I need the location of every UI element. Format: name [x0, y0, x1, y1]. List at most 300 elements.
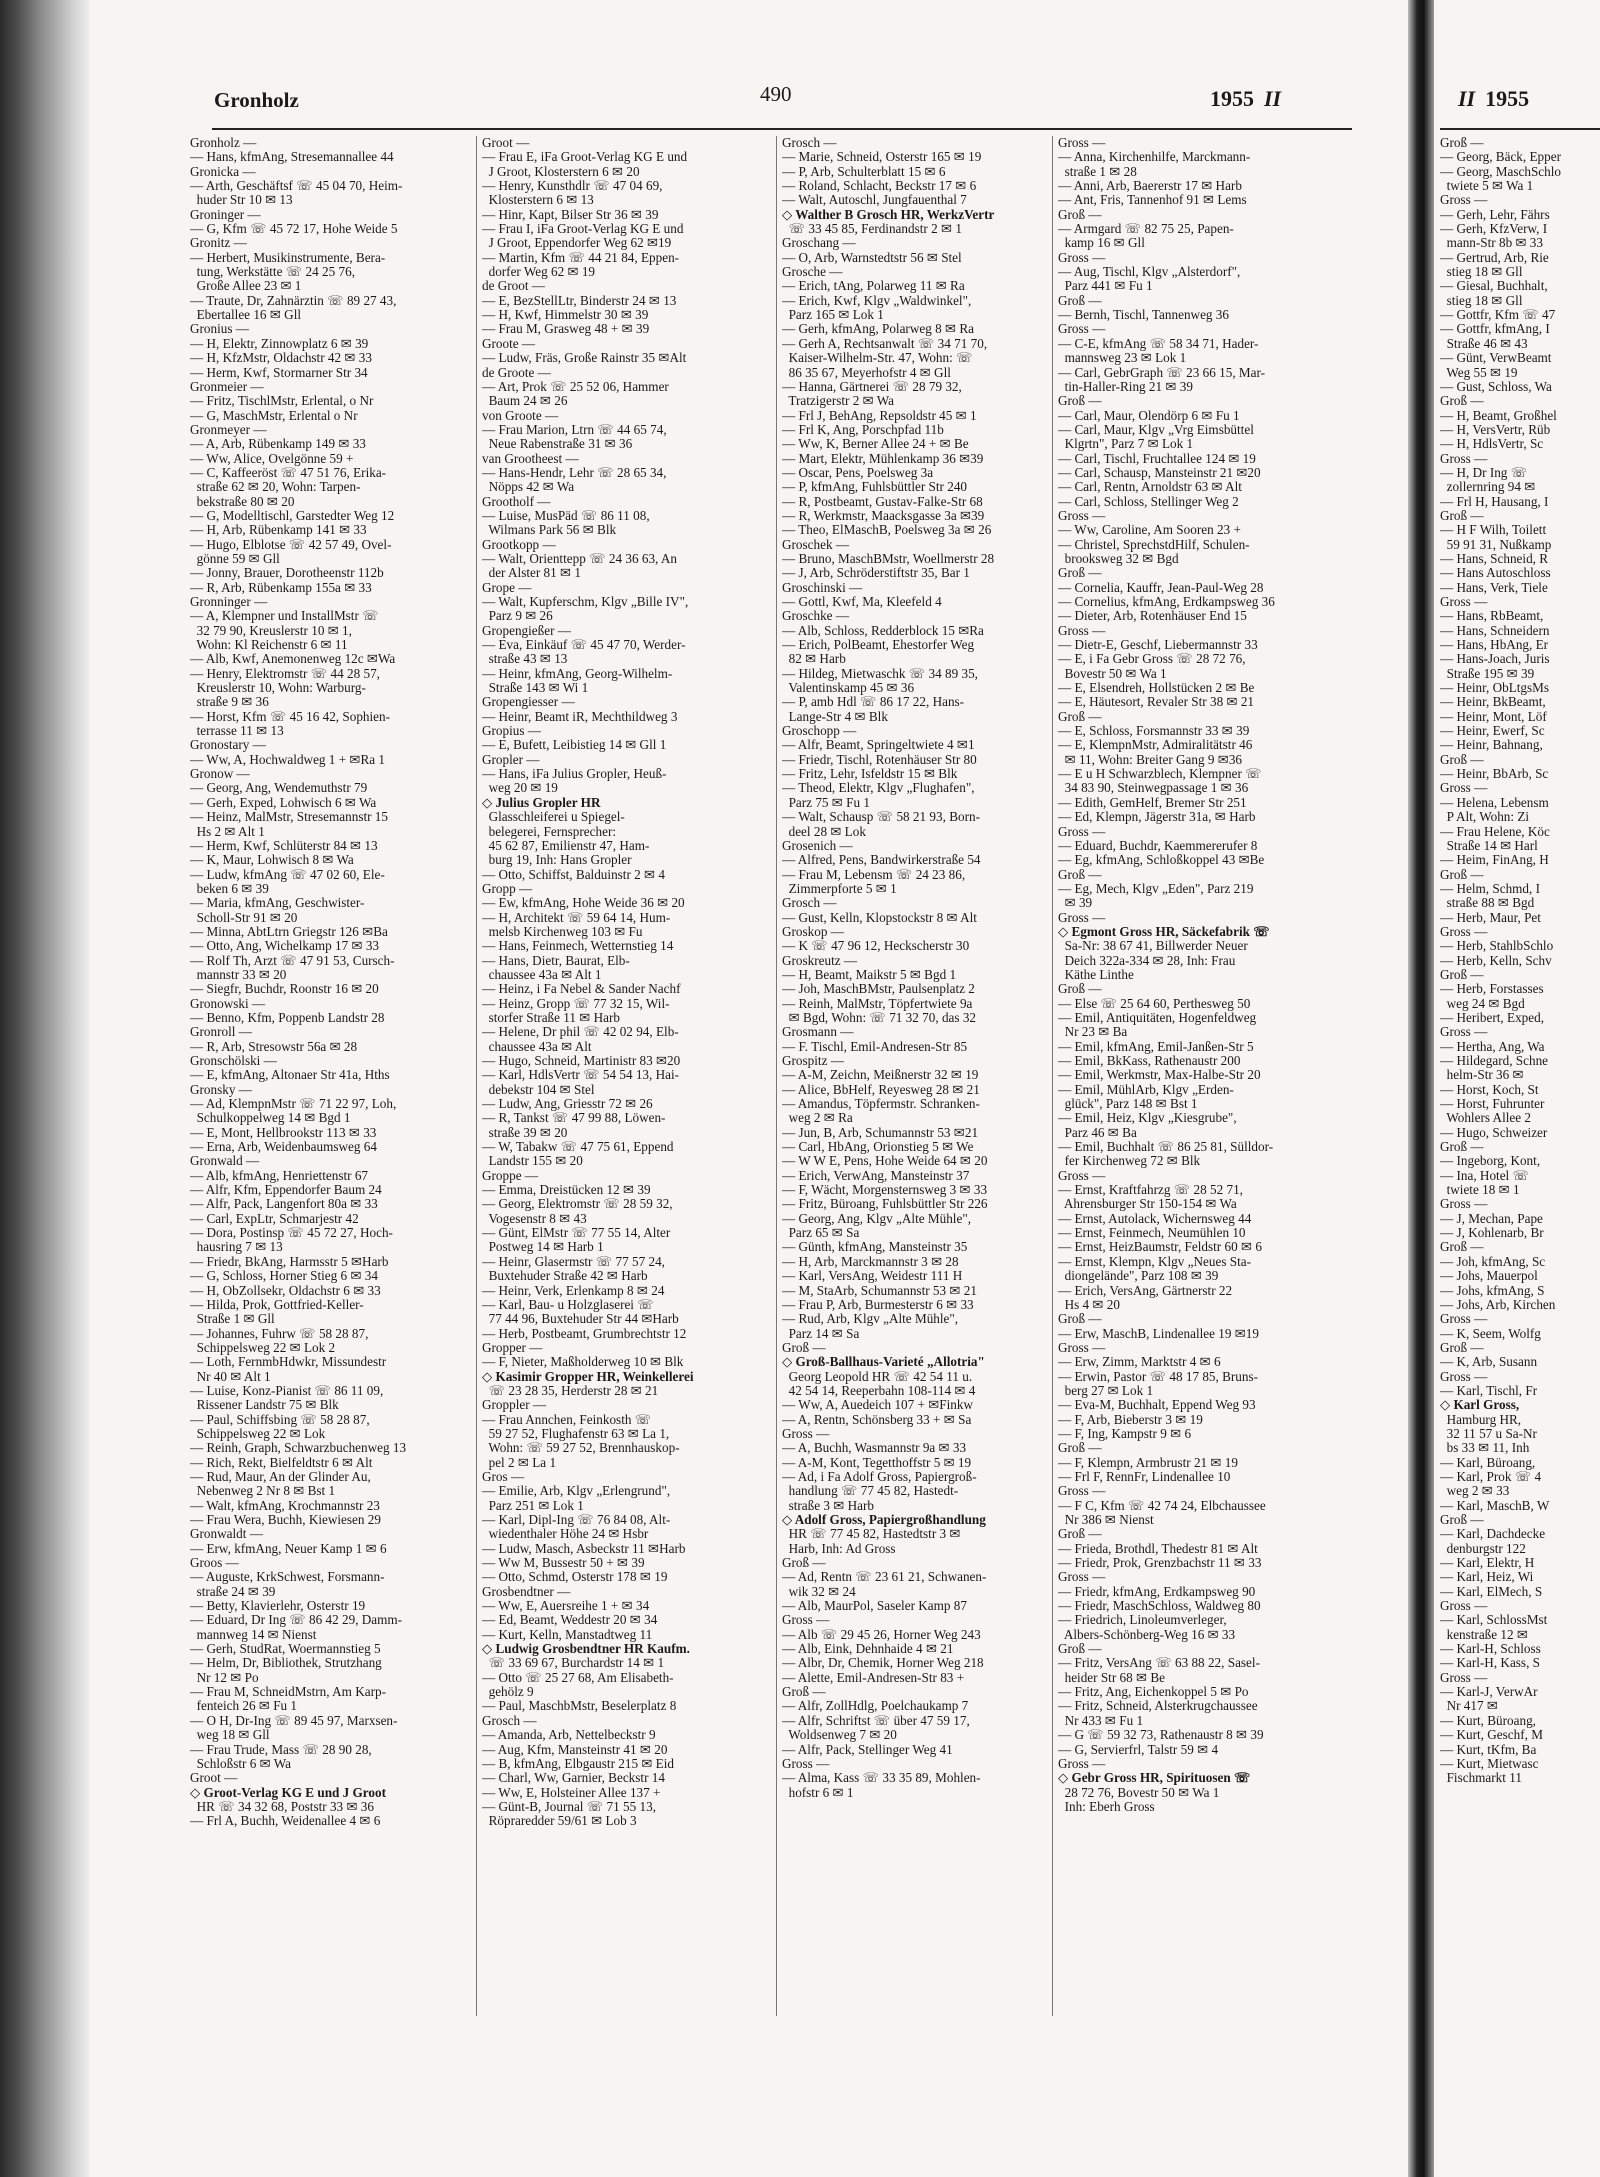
directory-entry-line: — Gottfr, Kfm ☏ 47	[1440, 307, 1556, 323]
directory-entry-line: — E, BezStellLtr, Binderstr 24 ✉ 13	[482, 292, 677, 308]
directory-entry-line: Groot —	[190, 1770, 238, 1786]
directory-entry-line: — Eg, kfmAng, Schloßkoppel 43 ✉Be	[1058, 852, 1265, 868]
directory-entry-line: — Eduard, Dr Ing ☏ 86 42 29, Damm-	[190, 1612, 403, 1628]
directory-entry-line: — G, Modelltischl, Garstedter Weg 12	[190, 507, 395, 523]
directory-entry-line: — F. Tischl, Emil-Andresen-Str 85	[782, 1038, 968, 1054]
directory-entry-line: Parz 9 ✉ 26	[482, 608, 553, 624]
directory-entry-line: Rissener Landstr 75 ✉ Blk	[190, 1397, 339, 1413]
directory-entry-line: ◇ Walther B Grosch HR, WerkzVertr	[782, 206, 995, 222]
directory-entry-line: — Aug, Kfm, Mansteinstr 41 ✉ 20	[482, 1741, 668, 1757]
directory-entry-line: Röpraredder 59/61 ✉ Lob 3	[482, 1813, 637, 1829]
directory-entry-line: — Karl-H, Kass, S	[1440, 1655, 1540, 1671]
directory-entry-line: — Hans, Dietr, Baurat, Elb-	[482, 952, 630, 968]
directory-entry-line: Gronius —	[190, 321, 249, 337]
directory-entry-line: Straße 46 ✉ 43	[1440, 335, 1528, 351]
directory-entry-line: — R, Arb, Rübenkamp 155a ✉ 33	[190, 579, 372, 595]
directory-entry-line: — Herm, Kwf, Schlüterstr 84 ✉ 13	[190, 837, 378, 853]
directory-entry-line: diongelände", Parz 108 ✉ 39	[1058, 1268, 1219, 1284]
directory-entry-line: Gross —	[1058, 1483, 1106, 1499]
directory-entry-line: Schippelsweg 22 ✉ Lok	[190, 1425, 326, 1441]
directory-entry-line: — E, Elsendreh, Hollstücken 2 ✉ Be	[1058, 680, 1255, 696]
directory-entry-line: Grosenich —	[782, 837, 853, 853]
directory-entry-line: bs 33 ✉ 11, Inh	[1440, 1440, 1530, 1456]
directory-entry-line: Albers-Schönberg-Weg 16 ✉ 33	[1058, 1626, 1236, 1642]
directory-entry-line: — A-M, Zeichn, Meißnerstr 32 ✉ 19	[782, 1067, 979, 1083]
directory-entry-line: — Martin, Kfm ☏ 44 21 84, Eppen-	[482, 249, 680, 265]
directory-entry-line: — Ww, A, Auedeich 107 + ✉Finkw	[782, 1397, 974, 1413]
directory-entry-line: — Kurt, Kelln, Manstadtweg 11	[482, 1626, 653, 1642]
directory-entry-line: — Karl-H, Schloss	[1440, 1641, 1541, 1657]
directory-entry-line: — Erich, Kwf, Klgv „Waldwinkel",	[782, 292, 972, 308]
directory-entry-line: — Reinh, MalMstr, Töpfertwiete 9a	[782, 995, 973, 1011]
directory-entry-line: — Paul, Schiffsbing ☏ 58 28 87,	[190, 1411, 370, 1427]
directory-entry-line: Gross —	[1058, 136, 1106, 150]
directory-entry-line: — Mart, Elektr, Mühlenkamp 36 ✉39	[782, 450, 984, 466]
directory-entry-line: — C-E, kfmAng ☏ 58 34 71, Hader-	[1058, 335, 1259, 351]
directory-entry-line: Gross —	[1440, 923, 1488, 939]
directory-column-next-page	[1440, 136, 1600, 1786]
directory-entry-line: — Minna, AbtLtrn Griegstr 126 ✉Ba	[190, 923, 388, 939]
directory-entry-line: — W, Tabakw ☏ 47 75 61, Eppend	[482, 1139, 674, 1155]
directory-entry-line: — K, Maur, Lohwisch 8 ✉ Wa	[190, 852, 354, 868]
directory-entry-line: fenteich 26 ✉ Fu 1	[190, 1698, 298, 1714]
directory-entry-line: Grospitz —	[782, 1053, 844, 1068]
directory-entry-line: — H, HdlsVertr, Sc	[1440, 436, 1544, 452]
directory-entry-line: Gross —	[1440, 1598, 1488, 1614]
directory-entry-line: — Gerh, kfmAng, Polarweg 8 ✉ Ra	[782, 321, 974, 337]
directory-entry-line: Grosch —	[782, 136, 837, 150]
directory-entry-line: — Luise, MusPäd ☏ 86 11 08,	[482, 507, 650, 523]
directory-entry-line: Parz 441 ✉ Fu 1	[1058, 278, 1153, 294]
directory-entry-line: Groschek —	[782, 536, 850, 552]
directory-entry-line: — Ingeborg, Kont,	[1440, 1153, 1541, 1169]
directory-entry-line: Wohlers Allee 2	[1440, 1110, 1531, 1126]
directory-entry-line: Groß —	[1440, 751, 1484, 767]
directory-entry-line: — Karl, Tischl, Fr	[1440, 1382, 1538, 1398]
directory-entry-line: — Hans, iFa Julius Gropler, Heuß-	[482, 766, 667, 782]
next-page-volume: II	[1458, 86, 1476, 111]
book-gutter	[1408, 0, 1434, 2177]
directory-entry-line: Lange-Str 4 ✉ Blk	[782, 708, 888, 724]
directory-entry-line: glück", Parz 148 ✉ Bst 1	[1058, 1096, 1198, 1112]
directory-entry-line: — Helm, Schmd, I	[1440, 880, 1540, 896]
directory-entry-line: twiete 18 ✉ 1	[1440, 1182, 1520, 1198]
directory-entry-line: — Karl, Dipl-Ing ☏ 76 84 08, Alt-	[482, 1512, 671, 1527]
directory-entry-line: — G, Servierfrl, Talstr 59 ✉ 4	[1058, 1741, 1219, 1757]
directory-entry-line: straße 3 ✉ Harb	[782, 1497, 874, 1513]
directory-entry-line: — Ernst, Autolack, Wichernsweg 44	[1058, 1210, 1252, 1226]
directory-entry-line: Gross —	[782, 1612, 830, 1628]
directory-entry-line: — Ernst, Feinmech, Neumühlen 10	[1058, 1225, 1246, 1241]
directory-entry-line: von Groote —	[482, 407, 559, 423]
directory-entry-line: Groß —	[1440, 393, 1484, 409]
scan-margin-left	[0, 0, 90, 2177]
directory-entry-line: — Ludw, Masch, Asbeckstr 11 ✉Harb	[482, 1540, 686, 1556]
directory-entry-line: gönne 59 ✉ Gll	[190, 550, 280, 566]
directory-entry-line: huder Str 10 ✉ 13	[190, 192, 293, 208]
directory-entry-line: — K, Arb, Susann	[1440, 1354, 1538, 1370]
directory-entry-line: — Henry, Elektromstr ☏ 44 28 57,	[190, 665, 380, 681]
directory-entry-line: — Joh, MaschBMstr, Paulsenplatz 2	[782, 981, 975, 997]
directory-entry-line: melsb Kirchenweg 103 ✉ Fu	[482, 923, 643, 939]
directory-entry-line: — Hildegard, Schne	[1440, 1053, 1549, 1068]
directory-entry-line: Gross —	[1058, 823, 1106, 839]
directory-entry-line: — Carl, GebrGraph ☏ 23 66 15, Mar-	[1058, 364, 1266, 380]
directory-entry-line: straße 88 ✉ Bgd	[1440, 895, 1535, 911]
directory-entry-line: deel 28 ✉ Lok	[782, 823, 866, 839]
directory-entry-line: — Anna, Kirchenhilfe, Marckmann-	[1058, 149, 1251, 165]
directory-entry-line: — Benno, Kfm, Poppenb Landstr 28	[190, 1009, 385, 1025]
directory-entry-line: — Bruno, MaschBMstr, Woellmerstr 28	[782, 550, 995, 566]
directory-entry-line: Wohn: ☏ 59 27 52, Brennhauskop-	[482, 1440, 680, 1456]
directory-entry-line: Groß —	[1058, 866, 1102, 882]
directory-entry-line: — Erna, Arb, Weidenbaumsweg 64	[190, 1139, 377, 1155]
directory-entry-line: — Georg, MaschSchlo	[1440, 163, 1561, 179]
directory-entry-line: beken 6 ✉ 39	[190, 880, 269, 896]
directory-entry-line: Bovestr 50 ✉ Wa 1	[1058, 665, 1167, 681]
directory-entry-line: — Otto, Ang, Wichelkamp 17 ✉ 33	[190, 938, 380, 954]
directory-entry-line: P Alt, Wohn: Zi	[1440, 809, 1530, 825]
directory-entry-line: — Carl, HbAng, Orionstieg 5 ✉ We	[782, 1139, 974, 1155]
directory-entry-line: Harb, Inh: Ad Gross	[782, 1540, 896, 1556]
directory-entry-line: — Rich, Rekt, Bielfeldtstr 6 ✉ Alt	[190, 1454, 373, 1470]
directory-entry-line: Schulkoppelweg 14 ✉ Bgd 1	[190, 1110, 351, 1126]
directory-entry-line: — R, Werkmstr, Maacksgasse 3a ✉39	[782, 507, 985, 523]
directory-entry-line: — C, Kaffeeröst ☏ 47 51 76, Erika-	[190, 464, 387, 480]
directory-entry-line: — Walt, kfmAng, Krochmannstr 23	[190, 1497, 380, 1513]
directory-entry-line: — Rolf Th, Arzt ☏ 47 91 53, Cursch-	[190, 952, 395, 968]
directory-entry-line: Parz 14 ✉ Sa	[782, 1325, 860, 1341]
directory-entry-line: fer Kirchenweg 72 ✉ Blk	[1058, 1153, 1201, 1169]
directory-entry-line: Gropper —	[482, 1339, 543, 1355]
directory-entry-line: brooksweg 32 ✉ Bgd	[1058, 550, 1179, 566]
directory-entry-line: — Georg, Ang, Wendemuthstr 79	[190, 780, 368, 796]
directory-entry-line: Gross —	[1058, 249, 1106, 265]
directory-entry-line: Gross —	[1440, 780, 1488, 796]
directory-entry-line: kamp 16 ✉ Gll	[1058, 235, 1145, 251]
directory-entry-line: Gross —	[1440, 1368, 1488, 1384]
directory-entry-line: — Karl, VersAng, Weidestr 111 H	[782, 1268, 963, 1284]
directory-entry-line: — Frl A, Buchh, Weidenallee 4 ✉ 6	[190, 1813, 381, 1829]
directory-entry-line: Groß —	[782, 1684, 826, 1700]
directory-entry-line: Gross —	[1440, 450, 1488, 466]
directory-entry-line: Gross —	[1058, 1339, 1106, 1355]
directory-entry-line: — A, Rentn, Schönsberg 33 + ✉ Sa	[782, 1411, 972, 1427]
directory-entry-line: Gronostary —	[190, 737, 266, 753]
directory-entry-line: — Erwin, Pastor ☏ 48 17 85, Bruns-	[1058, 1368, 1259, 1384]
directory-entry-line: berg 27 ✉ Lok 1	[1058, 1382, 1154, 1398]
directory-entry-line: — Joh, kfmAng, Sc	[1440, 1253, 1546, 1269]
directory-entry-line: — G ☏ 59 32 73, Rathenaustr 8 ✉ 39	[1058, 1727, 1264, 1743]
directory-entry-line: Hs 4 ✉ 20	[1058, 1296, 1120, 1312]
directory-entry-line: Zimmerpforte 5 ✉ 1	[782, 880, 897, 896]
directory-entry-line: — Gust, Kelln, Klopstockstr 8 ✉ Alt	[782, 909, 977, 925]
directory-entry-line: — Heinr, Verk, Erlenkamp 8 ✉ 24	[482, 1282, 665, 1298]
directory-entry-line: — Frau Marion, Ltrn ☏ 44 65 74,	[482, 421, 667, 437]
directory-entry-line: Straße 1 ✉ Gll	[190, 1311, 275, 1327]
directory-entry-line: — E, KlempnMstr, Admiralitätstr 46	[1058, 737, 1253, 753]
directory-entry-line: Parz 46 ✉ Ba	[1058, 1124, 1137, 1140]
directory-entry-line: chaussee 43a ✉ Alt	[482, 1038, 592, 1054]
directory-entry-line: — Helene, Dr phil ☏ 42 02 94, Elb-	[482, 1024, 679, 1040]
directory-entry-line: — Hans, HbAng, Er	[1440, 637, 1549, 653]
directory-entry-line: — H, Arb, Rübenkamp 141 ✉ 33	[190, 522, 367, 538]
directory-entry-line: Groß —	[782, 1555, 826, 1571]
directory-entry-line: — Art, Prok ☏ 25 52 06, Hammer	[482, 378, 669, 394]
directory-entry-line: — Georg, Elektromstr ☏ 28 59 32,	[482, 1196, 673, 1212]
directory-entry-line: — Gerh, Exped, Lohwisch 6 ✉ Wa	[190, 794, 377, 810]
directory-entry-line: terrasse 11 ✉ 13	[190, 723, 284, 739]
directory-entry-line: — Hugo, Schweizer	[1440, 1124, 1548, 1140]
directory-entry-line: Gross —	[1440, 594, 1488, 609]
directory-entry-line: — Herbert, Musikinstrumente, Bera-	[190, 249, 386, 265]
directory-entry-line: — Heinr, BbArb, Sc	[1440, 766, 1549, 782]
directory-entry-line: Nr 40 ✉ Alt 1	[190, 1368, 271, 1384]
directory-entry-line: — E, Häutesort, Revaler Str 38 ✉ 21	[1058, 694, 1255, 710]
directory-entry-line: — Friedr, BkAng, Harmsstr 5 ✉Harb	[190, 1253, 389, 1269]
directory-entry-line: Buxtehuder Straße 42 ✉ Harb	[482, 1268, 648, 1284]
directory-entry-line: stieg 18 ✉ Gll	[1440, 292, 1523, 308]
directory-entry-line: — A, Klempner und InstallMstr ☏	[190, 608, 379, 624]
directory-entry-line: ◇ Kasimir Gropper HR, Weinkellerei	[482, 1368, 694, 1384]
directory-entry-line: — Alb ☏ 29 45 26, Horner Weg 243	[782, 1626, 981, 1642]
directory-entry-line: debekstr 104 ✉ Stel	[482, 1081, 595, 1097]
directory-entry-line: — Hilda, Prok, Gottfried-Keller-	[190, 1296, 364, 1312]
directory-entry-line: — Herb, Maur, Pet	[1440, 909, 1541, 925]
next-page-header	[1458, 86, 1529, 112]
directory-entry-line: — Giesal, Buchhalt,	[1440, 278, 1548, 294]
directory-entry-line: wiedenthaler Höhe 24 ✉ Hsbr	[482, 1526, 649, 1542]
directory-entry-line: — Karl, SchlossMst	[1440, 1612, 1548, 1628]
directory-entry-line: — Frau Helene, Köc	[1440, 823, 1550, 839]
directory-entry-line: — Carl, Maur, Klgv „Vrg Eimsbüttel	[1058, 421, 1254, 437]
directory-entry-line: — Ww, Caroline, Am Sooren 23 +	[1058, 522, 1241, 538]
directory-entry-line: Groß —	[1058, 292, 1102, 308]
directory-entry-line: — K ☏ 47 96 12, Heckscherstr 30	[782, 938, 970, 954]
directory-entry-line: — Karl, Büroang,	[1440, 1454, 1536, 1470]
directory-entry-line: — K, Seem, Wolfg	[1440, 1325, 1541, 1341]
directory-entry-line: — Betty, Klavierlehr, Osterstr 19	[190, 1598, 366, 1614]
directory-entry-line: — Carl, Tischl, Fruchtallee 124 ✉ 19	[1058, 450, 1256, 466]
directory-entry-line: weg 18 ✉ Gll	[190, 1727, 270, 1743]
directory-entry-line: Scholl-Str 91 ✉ 20	[190, 909, 298, 925]
column-divider	[476, 136, 477, 2016]
directory-entry-line: ◇ Egmont Gross HR, Säckefabrik ☏	[1058, 923, 1270, 939]
directory-entry-line: Gronschölski —	[190, 1053, 277, 1068]
directory-entry-line: — Alfr, Kfm, Eppendorfer Baum 24	[190, 1182, 382, 1198]
directory-entry-line: — H, ObZollsekr, Oldachstr 6 ✉ 33	[190, 1282, 381, 1298]
directory-entry-line: — Walt, Schausp ☏ 58 21 93, Born-	[782, 809, 980, 825]
directory-entry-line: — Emil, BkKass, Rathenaustr 200	[1058, 1053, 1241, 1068]
directory-entry-line: Valentinskamp 45 ✉ 36	[782, 680, 915, 696]
directory-entry-line: — Alb, MaurPol, Saseler Kamp 87	[782, 1598, 967, 1614]
directory-entry-line: Gross —	[1058, 507, 1106, 523]
directory-entry-line: Große Allee 23 ✉ 1	[190, 278, 302, 294]
directory-entry-line: — Ludw, Ang, Griesstr 72 ✉ 26	[482, 1096, 653, 1112]
directory-entry-line: Gross —	[782, 1755, 830, 1771]
directory-entry-line: Groß —	[1058, 393, 1102, 409]
directory-entry-line: — Amanda, Arb, Nettelbeckstr 9	[482, 1727, 656, 1743]
directory-entry-line: — F, Ing, Kampstr 9 ✉ 6	[1058, 1425, 1192, 1441]
directory-entry-line: — Herb, Kelln, Schv	[1440, 952, 1552, 968]
directory-entry-line: — Erw, MaschB, Lindenallee 19 ✉19	[1058, 1325, 1259, 1341]
directory-entry-line: — J, Mechan, Pape	[1440, 1210, 1543, 1226]
directory-entry-line: — Christel, SprechstdHilf, Schulen-	[1058, 536, 1250, 552]
directory-column-3	[782, 136, 1062, 1800]
directory-entry-line: Groß —	[1058, 981, 1102, 997]
directory-entry-line: — Heinz, Gropp ☏ 77 32 15, Wil-	[482, 995, 670, 1011]
directory-entry-line: mannweg 14 ✉ Nienst	[190, 1626, 317, 1642]
directory-entry-line: — Emil, Werkmstr, Max-Halbe-Str 20	[1058, 1067, 1261, 1083]
page-header	[120, 82, 1340, 122]
directory-entry-line: — A-M, Kont, Tegetthoffstr 5 ✉ 19	[782, 1454, 972, 1470]
running-head-name: Gronholz	[214, 88, 299, 112]
directory-entry-line: Gropler —	[482, 751, 540, 767]
directory-entry-line: — Ww M, Bussestr 50 + ✉ 39	[482, 1555, 645, 1571]
directory-entry-line: — Friedr, Prok, Grenzbachstr 11 ✉ 33	[1058, 1555, 1262, 1571]
directory-entry-line: — Ernst, Klempn, Klgv „Neues Sta-	[1058, 1253, 1252, 1269]
directory-entry-line: zollernring 94 ✉	[1440, 479, 1536, 495]
directory-entry-line: — Walt, Kupferschm, Klgv „Bille IV",	[482, 594, 689, 609]
directory-entry-line: Woldsenweg 7 ✉ 20	[782, 1727, 897, 1743]
directory-entry-line: — Dieter, Arb, Rotenhäuser End 15	[1058, 608, 1247, 624]
directory-entry-line: — Ad, i Fa Adolf Gross, Papiergroß-	[782, 1468, 977, 1484]
directory-entry-line: straße 39 ✉ 20	[482, 1124, 568, 1140]
directory-entry-line: Parz 75 ✉ Fu 1	[782, 794, 870, 810]
directory-entry-line: Deich 322a-334 ✉ 28, Inh: Frau	[1058, 952, 1236, 968]
directory-entry-line: Grosbendtner —	[482, 1583, 571, 1599]
directory-entry-line: — Günt, VerwBeamt	[1440, 350, 1552, 366]
directory-entry-line: — Erich, tAng, Polarweg 11 ✉ Ra	[782, 278, 965, 294]
directory-entry-line: — Georg, Ang, Klgv „Alte Mühle",	[782, 1210, 972, 1226]
directory-entry-line: Parz 251 ✉ Lok 1	[482, 1497, 584, 1513]
directory-entry-line: Nr 386 ✉ Nienst	[1058, 1512, 1154, 1527]
directory-entry-line: Käthe Linthe	[1058, 966, 1134, 982]
directory-entry-line: — Carl, ExpLtr, Schmarjestr 42	[190, 1210, 359, 1226]
directory-entry-line: — Johs, Arb, Kirchen	[1440, 1296, 1556, 1312]
directory-entry-line: van Grootheest —	[482, 450, 579, 466]
directory-entry-line: — Ww, A, Hochwaldweg 1 + ✉Ra 1	[190, 751, 386, 767]
directory-entry-line: — Walt, Autoschl, Jungfauenthal 7	[782, 192, 967, 208]
directory-entry-line: — Paul, MaschbMstr, Beselerplatz 8	[482, 1698, 677, 1714]
directory-entry-line: — Auguste, KrkSchwest, Forsmann-	[190, 1569, 385, 1585]
directory-entry-line: stieg 18 ✉ Gll	[1440, 264, 1523, 280]
directory-entry-line: — Fritz, Schneid, Alsterkrugchaussee	[1058, 1698, 1258, 1714]
directory-entry-line: Inh: Eberh Gross	[1058, 1798, 1155, 1814]
directory-entry-line: — Frau M, SchneidMstrn, Am Karp-	[190, 1684, 386, 1700]
directory-entry-line: — Erw, Zimm, Marktstr 4 ✉ 6	[1058, 1354, 1221, 1370]
directory-entry-line: — Heinz, MalMstr, Stresemannstr 15	[190, 809, 388, 825]
directory-entry-line: — Ludw, kfmAng ☏ 47 02 60, Ele-	[190, 866, 385, 882]
directory-entry-line: Groß —	[1440, 136, 1484, 150]
directory-entry-line: — R, Postbeamt, Gustav-Falke-Str 68	[782, 493, 983, 509]
directory-entry-line: — Cornelia, Kauffr, Jean-Paul-Weg 28	[1058, 579, 1264, 595]
directory-entry-line: 32 79 90, Kreuslerstr 10 ✉ 1,	[190, 622, 352, 638]
directory-entry-line: — Gertrud, Arb, Rie	[1440, 249, 1549, 265]
directory-entry-line: — Emma, Dreistücken 12 ✉ 39	[482, 1182, 651, 1198]
directory-entry-line: — Heinz, i Fa Nebel & Sander Nachf	[482, 981, 681, 997]
directory-entry-line: — Gerh, KfzVerw, I	[1440, 221, 1548, 237]
directory-entry-line: — Rud, Arb, Klgv „Alte Mühle",	[782, 1311, 959, 1327]
directory-entry-line: chaussee 43a ✉ Alt 1	[482, 966, 602, 982]
directory-entry-line: ◇ Julius Gropler HR	[482, 794, 601, 810]
directory-entry-line: — H, VersVertr, Rüb	[1440, 421, 1551, 437]
directory-entry-line: — Siegfr, Buchdr, Roonstr 16 ✉ 20	[190, 981, 379, 997]
directory-entry-line: — Heim, FinAng, H	[1440, 852, 1549, 868]
directory-entry-line: — Hans, Feinmech, Wetternstieg 14	[482, 938, 674, 954]
directory-entry-line: Gronmeier —	[190, 378, 264, 394]
directory-entry-line: Groppler —	[482, 1397, 547, 1413]
directory-entry-line: — Johannes, Fuhrw ☏ 58 28 87,	[190, 1325, 369, 1341]
directory-entry-line: — Gottfr, kfmAng, I	[1440, 321, 1550, 337]
directory-entry-line: — Marie, Schneid, Osterstr 165 ✉ 19	[782, 149, 982, 165]
directory-entry-line: — Ed, Klempn, Jägerstr 31a, ✉ Harb	[1058, 809, 1256, 825]
directory-entry-line: — Walt, Orienttepp ☏ 24 36 63, An	[482, 550, 678, 566]
directory-entry-line: — Gerh, Lehr, Fährs	[1440, 206, 1550, 222]
directory-entry-line: 28 72 76, Bovestr 50 ✉ Wa 1	[1058, 1784, 1220, 1800]
directory-entry-line: — Alfr, Beamt, Springeltwiete 4 ✉1	[782, 737, 975, 753]
directory-entry-line: — Alette, Emil-Andresen-Str 83 +	[782, 1669, 965, 1685]
directory-entry-line: — Heinr, Beamt iR, Mechthildweg 3	[482, 708, 678, 724]
directory-entry-line: — Eduard, Buchdr, Kaemmererufer 8	[1058, 837, 1258, 853]
directory-entry-line: heider Str 68 ✉ Be	[1058, 1669, 1166, 1685]
directory-entry-line: Gross —	[1440, 1669, 1488, 1685]
directory-entry-line: — Emil, kfmAng, Emil-Janßen-Str 5	[1058, 1038, 1254, 1054]
directory-entry-line: Groß —	[1058, 565, 1102, 581]
directory-entry-line: — Alma, Kass ☏ 33 35 89, Mohlen-	[782, 1770, 981, 1786]
directory-entry-line: ☏ 33 45 85, Ferdinandstr 2 ✉ 1	[782, 221, 962, 237]
directory-entry-line: ✉ Bgd, Wohn: ☏ 71 32 70, das 32	[782, 1009, 977, 1025]
directory-entry-line: Nöpps 42 ✉ Wa	[482, 479, 575, 495]
directory-entry-line: — Herb, StahlbSchlo	[1440, 938, 1554, 954]
directory-entry-line: — Erich, PolBeamt, Ehestorfer Weg	[782, 637, 975, 653]
directory-entry-line: — Heribert, Exped,	[1440, 1009, 1544, 1025]
directory-entry-line: Nebenweg 2 Nr 8 ✉ Bst 1	[190, 1483, 336, 1499]
directory-entry-line: Gronsky —	[190, 1081, 252, 1097]
directory-entry-line: Tratzigerstr 2 ✉ Wa	[782, 393, 894, 409]
directory-entry-line: — Emil, Buchhalt ☏ 86 25 81, Sülldor-	[1058, 1139, 1274, 1155]
directory-entry-line: ◇ Groot-Verlag KG E und J Groot	[190, 1784, 386, 1800]
directory-entry-line: — Hans, Schneidern	[1440, 622, 1550, 638]
directory-entry-line: Groß —	[1440, 866, 1484, 882]
directory-entry-line: — Alice, BbHelf, Reyesweg 28 ✉ 21	[782, 1081, 980, 1097]
directory-entry-line: Groskreutz —	[782, 952, 858, 968]
directory-entry-line: Gross —	[1058, 1569, 1106, 1585]
next-page-year: 1955	[1485, 86, 1530, 111]
directory-entry-line: Gronroll —	[190, 1024, 252, 1040]
directory-entry-line: Groos —	[190, 1555, 239, 1571]
directory-entry-line: Groß —	[782, 1339, 826, 1355]
directory-entry-line: gehölz 9	[482, 1684, 534, 1700]
directory-entry-line: — Emil, Antiquitäten, Hogenfeldweg	[1058, 1009, 1257, 1025]
directory-entry-line: — Hanna, Gärtnerei ☏ 28 79 32,	[782, 378, 962, 394]
directory-entry-line: Gross —	[1440, 1311, 1488, 1327]
directory-entry-line: — Ww, E, Holsteiner Allee 137 +	[482, 1784, 661, 1800]
directory-entry-line: Landstr 155 ✉ 20	[482, 1153, 583, 1169]
directory-entry-line: Parz 165 ✉ Lok 1	[782, 307, 884, 323]
directory-entry-line: — Karl, Dachdecke	[1440, 1526, 1546, 1542]
directory-entry-line: Groß —	[1058, 1526, 1102, 1542]
directory-entry-line: — E, Bufett, Leibistieg 14 ✉ Gll 1	[482, 737, 667, 753]
directory-entry-line: Groß —	[1440, 966, 1484, 982]
directory-entry-line: — Eva-M, Buchhalt, Eppend Weg 93	[1058, 1397, 1256, 1413]
directory-entry-line: — O, Arb, Warnstedtstr 56 ✉ Stel	[782, 249, 962, 265]
directory-entry-line: Gropp —	[482, 880, 533, 896]
directory-entry-line: — Hugo, Schneid, Martinistr 83 ✉20	[482, 1053, 681, 1068]
directory-entry-line: — F, Nieter, Maßholderweg 10 ✉ Blk	[482, 1354, 684, 1370]
directory-entry-line: straße 9 ✉ 36	[190, 694, 269, 710]
directory-entry-line: Gros —	[482, 1468, 525, 1484]
